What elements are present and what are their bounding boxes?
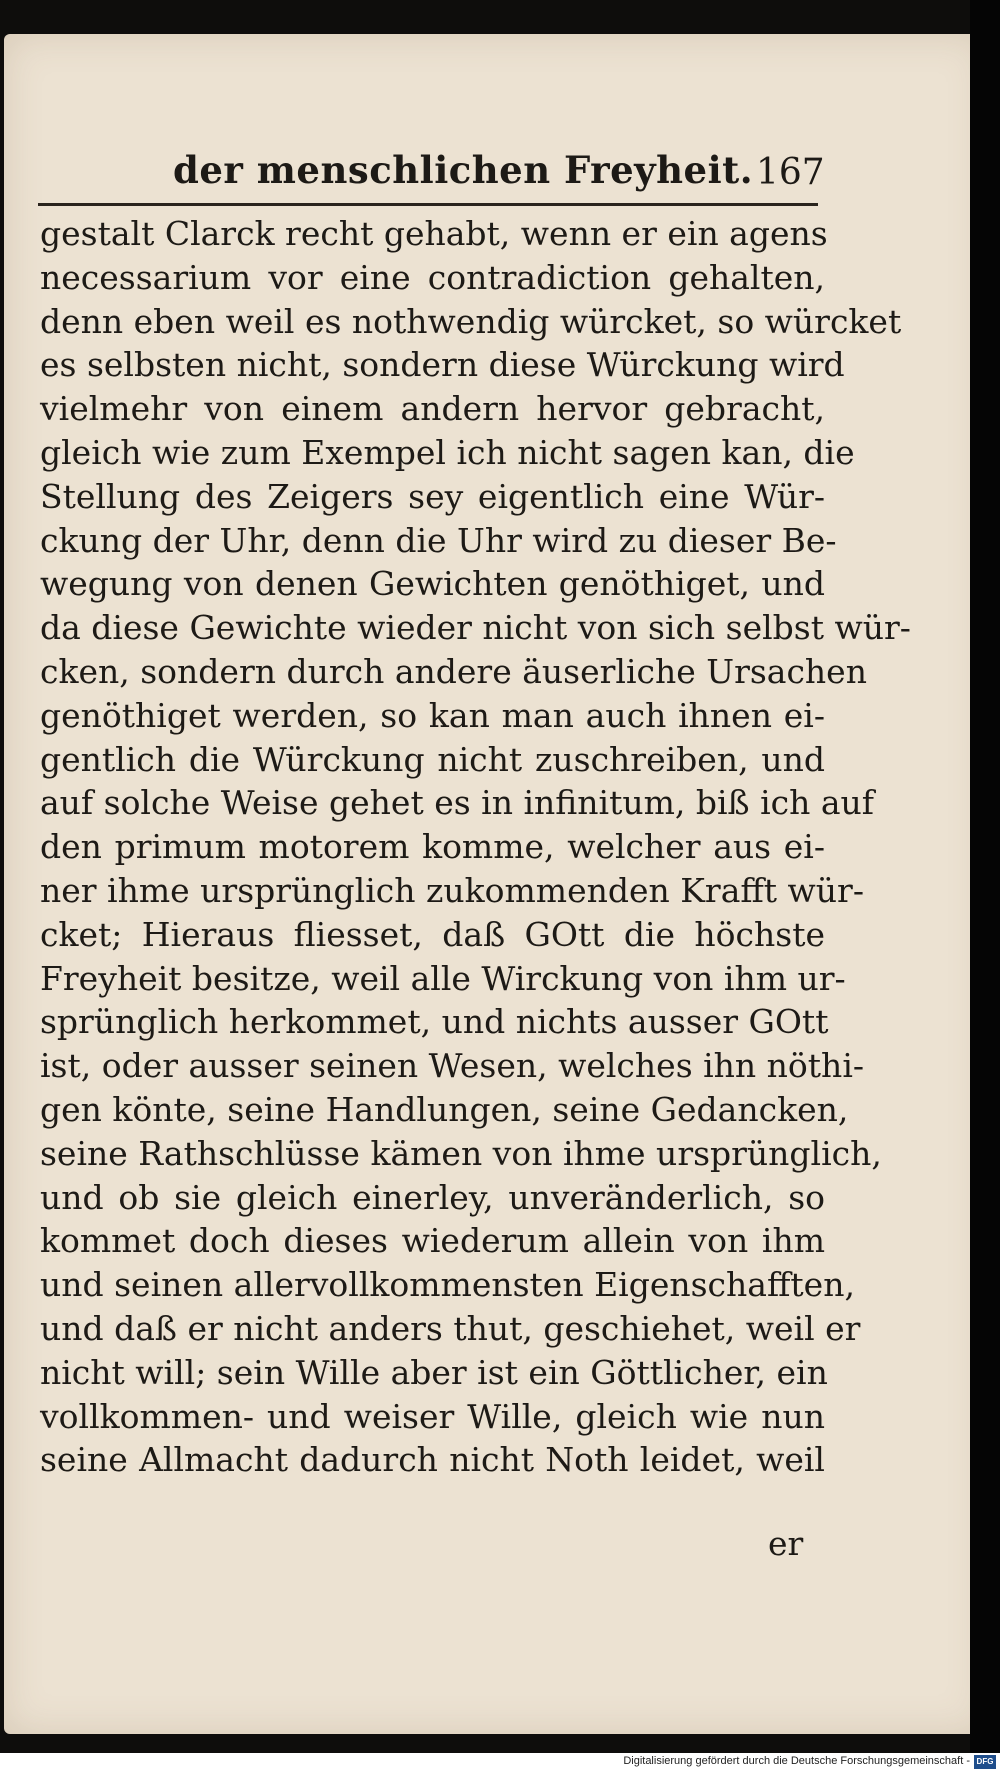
- footer-credit: Digitalisierung gefördert durch die Deutsche Forschungsgemeinschaft -: [623, 1755, 970, 1767]
- text-line: necessarium vor eine contradiction gehalten,: [40, 257, 825, 297]
- dfg-logo-icon: DFG: [974, 1755, 996, 1769]
- text-line: vollkommen- und weiser Wille, gleich wie nun: [40, 1396, 825, 1436]
- text-line: seine Rathschlüsse kämen von ihme ursprünglich,: [40, 1133, 882, 1173]
- text-line: Freyheit besitze, weil alle Wirckung von ihm ur-: [40, 958, 846, 998]
- text-line: Stellung des Zeigers sey eigentlich eine Wür-: [40, 476, 825, 516]
- text-line: ckung der Uhr, denn die Uhr wird zu dieser Be-: [40, 520, 837, 560]
- text-line: gentlich die Würckung nicht zuschreiben, und: [40, 739, 825, 779]
- text-line: vielmehr von einem andern hervor gebracht,: [40, 389, 825, 429]
- text-line: ist, oder ausser seinen Wesen, welches ihn nöthi-: [40, 1046, 865, 1086]
- text-line: cken, sondern durch andere äuserliche Ursachen: [40, 651, 867, 691]
- text-line: gleich wie zum Exempel ich nicht sagen kan, die: [40, 432, 855, 472]
- text-line: kommet doch dieses wiederum allein von ihm: [40, 1221, 825, 1261]
- text-line: denn eben weil es nothwendig würcket, so würcket: [40, 301, 902, 341]
- text-line: und ob sie gleich einerley, unveränderlich, so: [40, 1177, 825, 1217]
- text-line: gestalt Clarck recht gehabt, wenn er ein agens: [40, 214, 828, 253]
- text-line: da diese Gewichte wieder nicht von sich selbst wür-: [40, 608, 911, 648]
- text-line: gen könte, seine Handlungen, seine Gedancken,: [40, 1089, 849, 1129]
- text-line: und daß er nicht anders thut, geschiehet, weil er: [40, 1308, 861, 1348]
- header-rule: [38, 203, 818, 206]
- running-title: der menschlichen Freyheit.: [173, 148, 754, 192]
- text-line: auf solche Weise gehet es in infinitum, biß ich auf: [40, 783, 874, 823]
- text-line: wegung von denen Gewichten genöthiget, und: [40, 564, 825, 604]
- text-line: seine Allmacht dadurch nicht Noth leidet, weil: [40, 1440, 825, 1480]
- footer-bar: [0, 1753, 1000, 1773]
- page-header: [38, 148, 828, 208]
- text-line: nicht will; sein Wille aber ist ein Göttlicher, ein: [40, 1352, 828, 1392]
- text-line: den primum motorem komme, welcher aus ei-: [40, 827, 825, 867]
- body-text: [40, 212, 911, 1482]
- text-line: cket; Hieraus fliesset, daß GOtt die höchste: [40, 914, 825, 954]
- text-line: und seinen allervollkommensten Eigenschafften,: [40, 1265, 855, 1305]
- catchword: er: [768, 1524, 804, 1563]
- text-line: ner ihme ursprünglich zukommenden Krafft wür-: [40, 870, 864, 910]
- text-line: es selbsten nicht, sondern diese Würckung wird: [40, 345, 845, 385]
- scan-edge-band: [970, 0, 1000, 1773]
- page-number: 167: [756, 152, 825, 193]
- text-line: genöthiget werden, so kan man auch ihnen ei-: [40, 695, 825, 735]
- text-line: sprünglich herkommet, und nichts ausser GOtt: [40, 1002, 829, 1042]
